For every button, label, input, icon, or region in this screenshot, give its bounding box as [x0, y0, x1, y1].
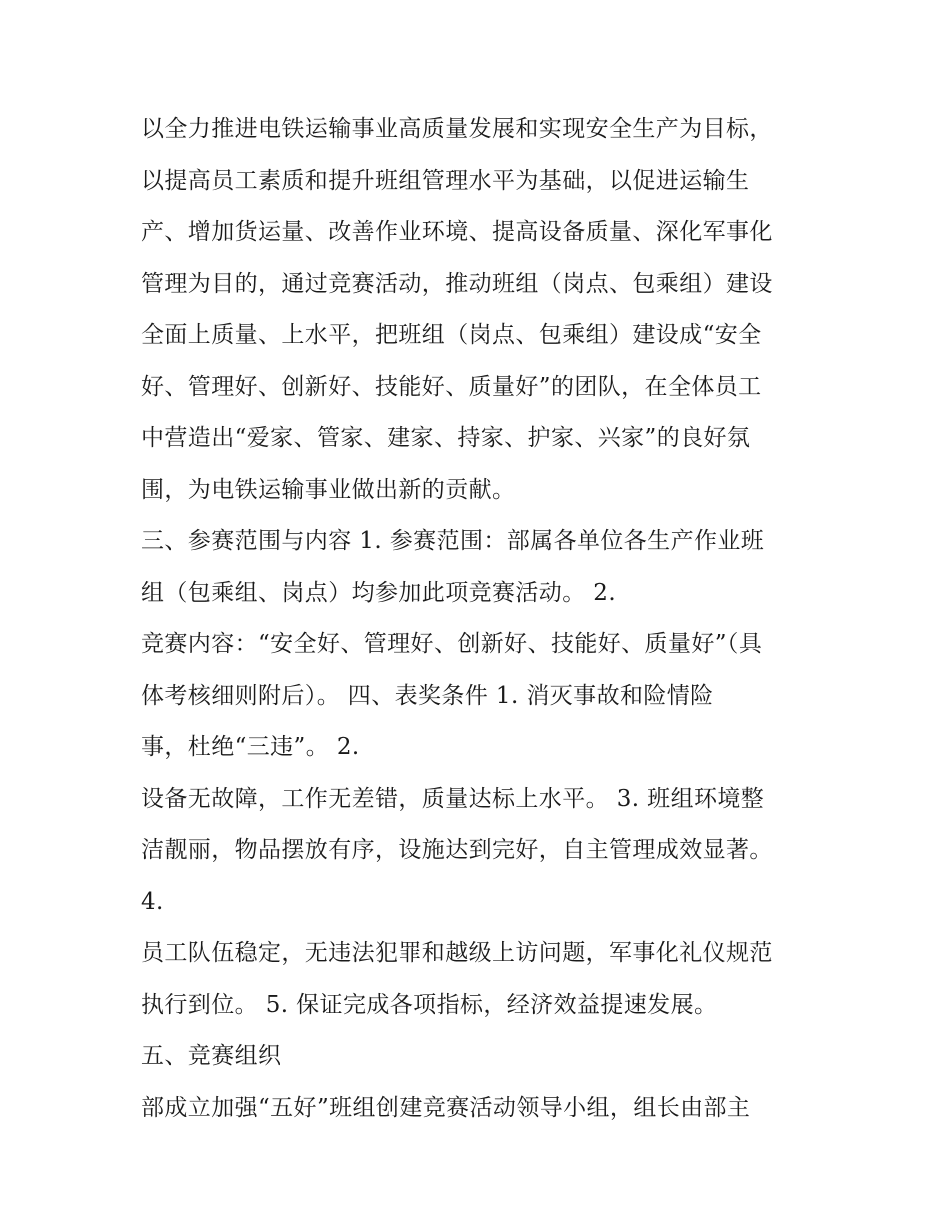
text-line: 部成立加强“五好”班组创建竞赛活动领导小组，组长由部主	[141, 1094, 751, 1121]
text-line: 组（包乘组、岗点）均参加此项竞赛活动。 2.	[141, 579, 617, 606]
section-heading-line: 五、竞赛组织	[141, 1043, 282, 1069]
text-line: 全面上质量、上水平，把班组（岗点、包乘组）建设成“安全	[141, 322, 762, 348]
text-line: 设备无故障，工作无差错，质量达标上水平。 3. 班组环境整	[141, 785, 765, 812]
text-line: 围，为电铁运输事业做出新的贡献。	[141, 476, 516, 503]
text-line: 事，杜绝“三违”。 2.	[141, 734, 360, 760]
text-line: 中营造出“爱家、管家、建家、持家、护家、兴家”的良好氛	[141, 425, 751, 451]
text-line: 产、增加货运量、改善作业环境、提高设备质量、深化军事化	[141, 219, 773, 245]
text-line: 4.	[141, 888, 164, 915]
text-line: 竞赛内容：“安全好、管理好、创新好、技能好、质量好”（具	[141, 631, 763, 657]
text-line: 以提高员工素质和提升班组管理水平为基础，以促进运输生	[141, 167, 750, 194]
text-line: 好、管理好、创新好、技能好、质量好”的团队，在全体员工	[141, 373, 762, 400]
text-line: 以全力推进电铁运输事业高质量发展和实现安全生产为目标，	[141, 116, 773, 142]
text-line: 执行到位。 5. 保证完成各项指标，经济效益提速发展。	[141, 991, 718, 1018]
body-text	[141, 104, 831, 1134]
section-heading-line: 三、参赛范围与内容 1. 参赛范围：部属各单位各生产作业班	[141, 528, 765, 554]
text-line: 管理为目的，通过竞赛活动，推动班组（岗点、包乘组）建设	[141, 270, 773, 297]
text-line: 体考核细则附后）。 四、表奖条件 1. 消灭事故和险情险	[141, 682, 714, 709]
text-line: 员工队伍稳定，无违法犯罪和越级上访问题，军事化礼仪规范	[141, 940, 773, 966]
text-line: 洁靓丽，物品摆放有序，设施达到完好，自主管理成效显著。	[141, 837, 773, 863]
